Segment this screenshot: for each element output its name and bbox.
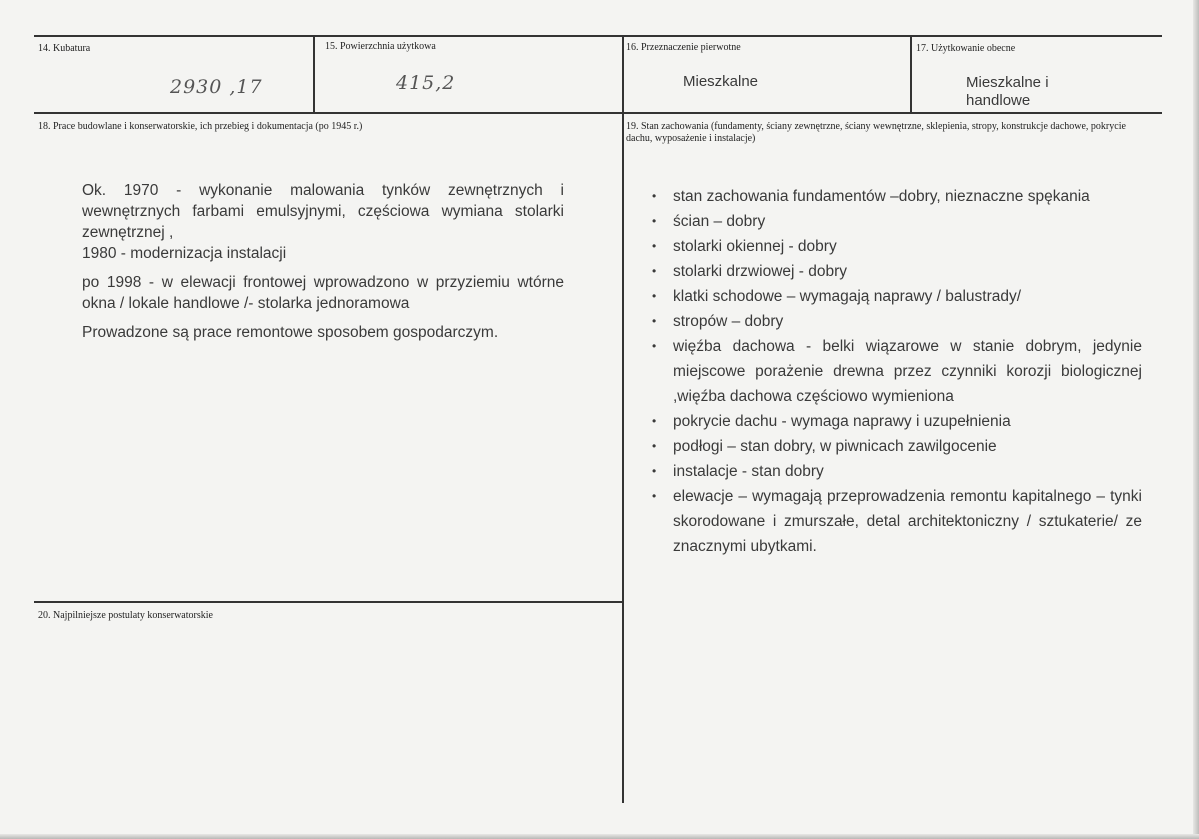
- bullet-icon: •: [652, 189, 657, 203]
- state-item-text: instalacje - stan dobry: [673, 463, 824, 480]
- uzytkowanie-value-line2: handlowe: [966, 92, 1031, 109]
- bullet-icon: •: [652, 414, 657, 428]
- state-item-text: stropów – dobry: [673, 313, 784, 330]
- sheet-edge-bottom: [0, 834, 1199, 839]
- history-paragraph: po 1998 - w elewacji frontowej wprowadzono w przyziemiu wtórne okna / lokale handlowe /- stolarka jednoramowa: [82, 274, 564, 312]
- state-list-item: [648, 184, 1142, 209]
- bullet-icon: •: [652, 214, 657, 228]
- row1-bottom-rule: [34, 112, 1162, 114]
- state-item-text: elewacje – wymagają przeprowadzenia remontu kapitalnego – tynki skorodowane i zmurszałe, detal architektoniczny / sztukaterie/ ze znacznymi ubytkami.: [673, 488, 1142, 555]
- state-item-text: stolarki drzwiowej - dobry: [673, 263, 847, 280]
- bullet-icon: •: [652, 314, 657, 328]
- bullet-icon: •: [652, 239, 657, 253]
- prace-budowlane-label: 18. Prace budowlane i konserwatorskie, ich przebieg i dokumentacja (po 1945 r.): [38, 121, 363, 132]
- col-divider-1: [313, 35, 315, 114]
- przeznaczenie-label: 16. Przeznaczenie pierwotne: [626, 42, 741, 53]
- bullet-icon: •: [652, 289, 657, 303]
- kubatura-label: 14. Kubatura: [38, 43, 91, 54]
- bullet-icon: •: [652, 339, 657, 353]
- state-list-item: [648, 259, 1142, 284]
- history-paragraph: Prowadzone są prace remontowe sposobem gospodarczym.: [82, 324, 499, 341]
- postulaty-label: 20. Najpilniejsze postulaty konserwatorskie: [38, 610, 213, 621]
- state-item-text: stolarki okiennej - dobry: [673, 238, 837, 255]
- bullet-icon: •: [652, 489, 657, 503]
- sheet-edge-right: [1193, 0, 1199, 839]
- state-list-item: [648, 434, 1142, 459]
- powierzchnia-value: 415,2: [396, 72, 456, 94]
- state-list-item: [648, 284, 1142, 309]
- col-divider-3: [910, 35, 912, 114]
- top-rule: [34, 35, 1162, 37]
- state-list-item: [648, 209, 1142, 234]
- state-list-item: [648, 484, 1142, 559]
- uzytkowanie-value-line1: Mieszkalne i: [966, 74, 1049, 91]
- history-paragraph: [82, 180, 564, 264]
- state-item-text: ścian – dobry: [673, 213, 766, 230]
- state-item-text: więźba dachowa - belki wiązarowe w stanie dobrym, jedynie miejscowe porażenie drewna przez czynniki korozji biologicznej ,więźba dachowa częściowo wymieniona: [673, 338, 1142, 405]
- state-list: [648, 184, 1142, 559]
- section20-top-rule: [34, 601, 624, 603]
- bullet-icon: •: [652, 464, 657, 478]
- kubatura-value: 2930 ,17: [170, 76, 263, 98]
- state-list-item: [648, 409, 1142, 434]
- uzytkowanie-label: 17. Użytkowanie obecne: [916, 43, 1016, 54]
- przeznaczenie-value: Mieszkalne: [683, 73, 759, 90]
- state-list-item: [648, 334, 1142, 409]
- state-item-text: stan zachowania fundamentów –dobry, nieznaczne spękania: [673, 188, 1090, 205]
- state-list-item: [648, 459, 1142, 484]
- col-divider-main: [622, 35, 624, 803]
- bullet-icon: •: [652, 439, 657, 453]
- bullet-icon: •: [652, 264, 657, 278]
- powierzchnia-label: 15. Powierzchnia użytkowa: [325, 41, 436, 52]
- stan-zachowania-label: 19. Stan zachowania (fundamenty, ściany zewnętrzne, ściany wewnętrzne, sklepienia, stropy, konstrukcje dachowe, pokrycie dachu, wyposażenie i instalacje): [626, 121, 1126, 144]
- history-1980: 1980 - modernizacja instalacji: [82, 245, 287, 262]
- history-1970: Ok. 1970 - wykonanie malowania tynków zewnętrznych i wewnętrznych farbami emulsyjnymi, częściowa wymiana stolarki zewnętrznej ,: [82, 182, 564, 241]
- state-item-text: podłogi – stan dobry, w piwnicach zawilgocenie: [673, 438, 997, 455]
- state-list-item: [648, 309, 1142, 334]
- state-item-text: klatki schodowe – wymagają naprawy / balustrady/: [673, 288, 1022, 305]
- state-item-text: pokrycie dachu - wymaga naprawy i uzupełnienia: [673, 413, 1011, 430]
- state-list-item: [648, 234, 1142, 259]
- history-text: [82, 180, 564, 351]
